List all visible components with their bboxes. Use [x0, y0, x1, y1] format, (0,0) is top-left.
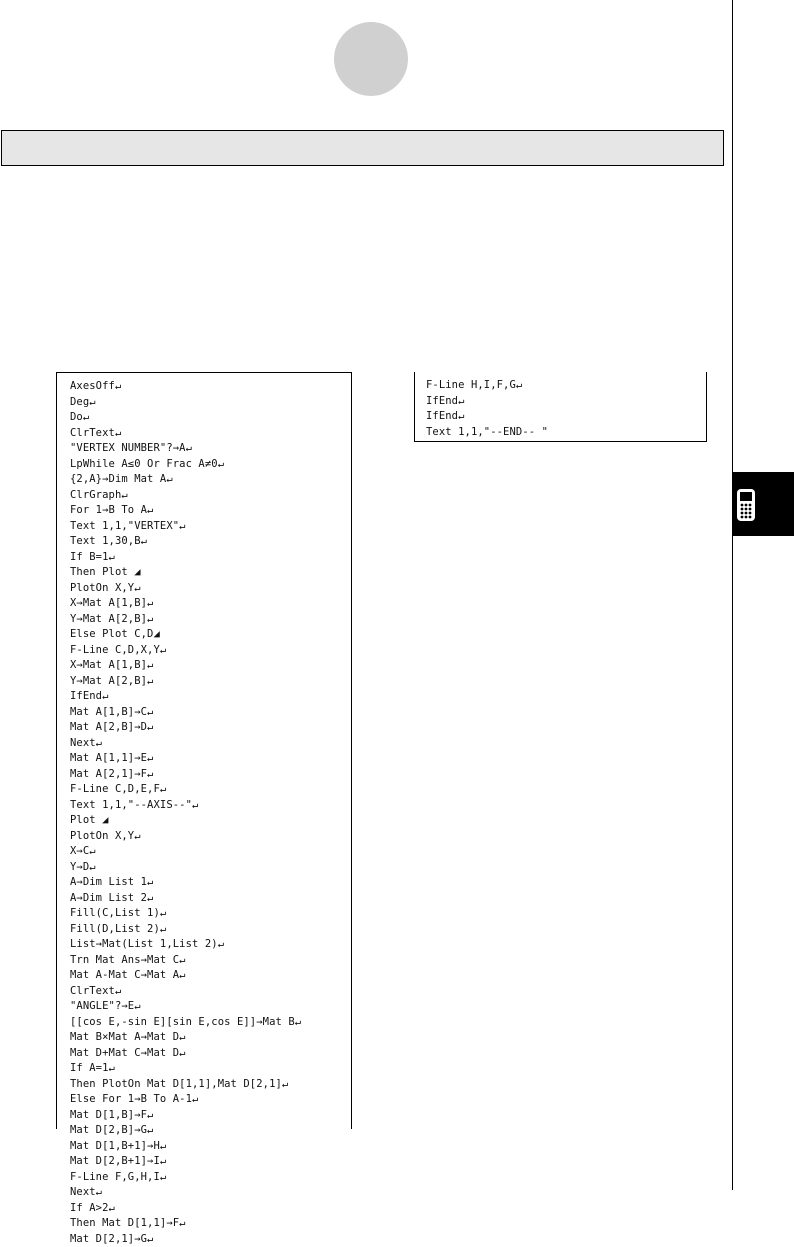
code-line: A→Dim List 1↵ — [70, 875, 351, 891]
code-line: X→Mat A[1,B]↵ — [70, 596, 351, 612]
code-line: Mat A-Mat C→Mat A↵ — [70, 968, 351, 984]
code-line: Fill(C,List 1)↵ — [70, 906, 351, 922]
code-line: X→C↵ — [70, 844, 351, 860]
code-line: IfEnd↵ — [426, 409, 706, 425]
code-line: IfEnd↵ — [426, 394, 706, 410]
code-line: Mat D[1,B+1]→H↵ — [70, 1139, 351, 1155]
code-line: Plot ◢ — [70, 813, 351, 829]
code-line: Mat D[2,1]→G↵ — [70, 1232, 351, 1247]
code-line: IfEnd↵ — [70, 689, 351, 705]
code-line: Mat D+Mat C→Mat D↵ — [70, 1046, 351, 1062]
code-line: PlotOn X,Y↵ — [70, 829, 351, 845]
code-line: Do↵ — [70, 410, 351, 426]
code-line: Mat A[2,B]→D↵ — [70, 720, 351, 736]
code-line: Text 1,1,"--AXIS--"↵ — [70, 798, 351, 814]
code-line: Y→D↵ — [70, 860, 351, 876]
code-line: F-Line F,G,H,I↵ — [70, 1170, 351, 1186]
code-line: "ANGLE"?→E↵ — [70, 999, 351, 1015]
code-line: LpWhile A≤0 Or Frac A≠0↵ — [70, 457, 351, 473]
code-line: AxesOff↵ — [70, 379, 351, 395]
code-line: "VERTEX NUMBER"?→A↵ — [70, 441, 351, 457]
code-line: Text 1,1,"VERTEX"↵ — [70, 519, 351, 535]
code-line: {2,A}→Dim Mat A↵ — [70, 472, 351, 488]
code-line: Mat A[2,1]→F↵ — [70, 767, 351, 783]
code-line: PlotOn X,Y↵ — [70, 581, 351, 597]
code-line: Trn Mat Ans→Mat C↵ — [70, 953, 351, 969]
code-line: If A>2↵ — [70, 1201, 351, 1217]
code-line: Else For 1→B To A-1↵ — [70, 1092, 351, 1108]
code-line: Text 1,30,B↵ — [70, 534, 351, 550]
code-line: Then Mat D[1,1]→F↵ — [70, 1216, 351, 1232]
code-line: [[cos E,-sin E][sin E,cos E]]→Mat B↵ — [70, 1015, 351, 1031]
code-line: X→Mat A[1,B]↵ — [70, 658, 351, 674]
code-line: Y→Mat A[2,B]↵ — [70, 612, 351, 628]
calculator-icon — [733, 472, 794, 536]
code-line: Y→Mat A[2,B]↵ — [70, 674, 351, 690]
code-line: F-Line H,I,F,G↵ — [426, 378, 706, 394]
code-line: Mat D[2,B]→G↵ — [70, 1123, 351, 1139]
code-line: Mat D[2,B+1]→I↵ — [70, 1154, 351, 1170]
code-line: Text 1,1,"--END-- " — [426, 425, 706, 441]
code-line: Then Plot ◢ — [70, 565, 351, 581]
code-line: Next↵ — [70, 736, 351, 752]
code-line: Mat B×Mat A→Mat D↵ — [70, 1030, 351, 1046]
code-line: Fill(D,List 2)↵ — [70, 922, 351, 938]
side-tab — [733, 472, 794, 536]
code-line: For 1→B To A↵ — [70, 503, 351, 519]
code-line: List→Mat(List 1,List 2)↵ — [70, 937, 351, 953]
program-listing-part2 — [414, 372, 707, 442]
code-line: ClrText↵ — [70, 426, 351, 442]
section-header-bar — [1, 130, 724, 166]
code-line: ClrText↵ — [70, 984, 351, 1000]
code-line: Mat D[1,B]→F↵ — [70, 1108, 351, 1124]
code-line: If B=1↵ — [70, 550, 351, 566]
code-line: Mat A[1,1]→E↵ — [70, 751, 351, 767]
margin-rule — [732, 0, 733, 1190]
code-line: Next↵ — [70, 1185, 351, 1201]
code-line: ClrGraph↵ — [70, 488, 351, 504]
code-line: F-Line C,D,X,Y↵ — [70, 643, 351, 659]
program-listing-part1 — [56, 372, 352, 1129]
code-line: If A=1↵ — [70, 1061, 351, 1077]
code-line: F-Line C,D,E,F↵ — [70, 782, 351, 798]
code-line: Mat A[1,B]→C↵ — [70, 705, 351, 721]
code-line: A→Dim List 2↵ — [70, 891, 351, 907]
code-line: Deg↵ — [70, 395, 351, 411]
code-line: Else Plot C,D◢ — [70, 627, 351, 643]
code-line: Then PlotOn Mat D[1,1],Mat D[2,1]↵ — [70, 1077, 351, 1093]
chapter-circle — [334, 22, 408, 96]
